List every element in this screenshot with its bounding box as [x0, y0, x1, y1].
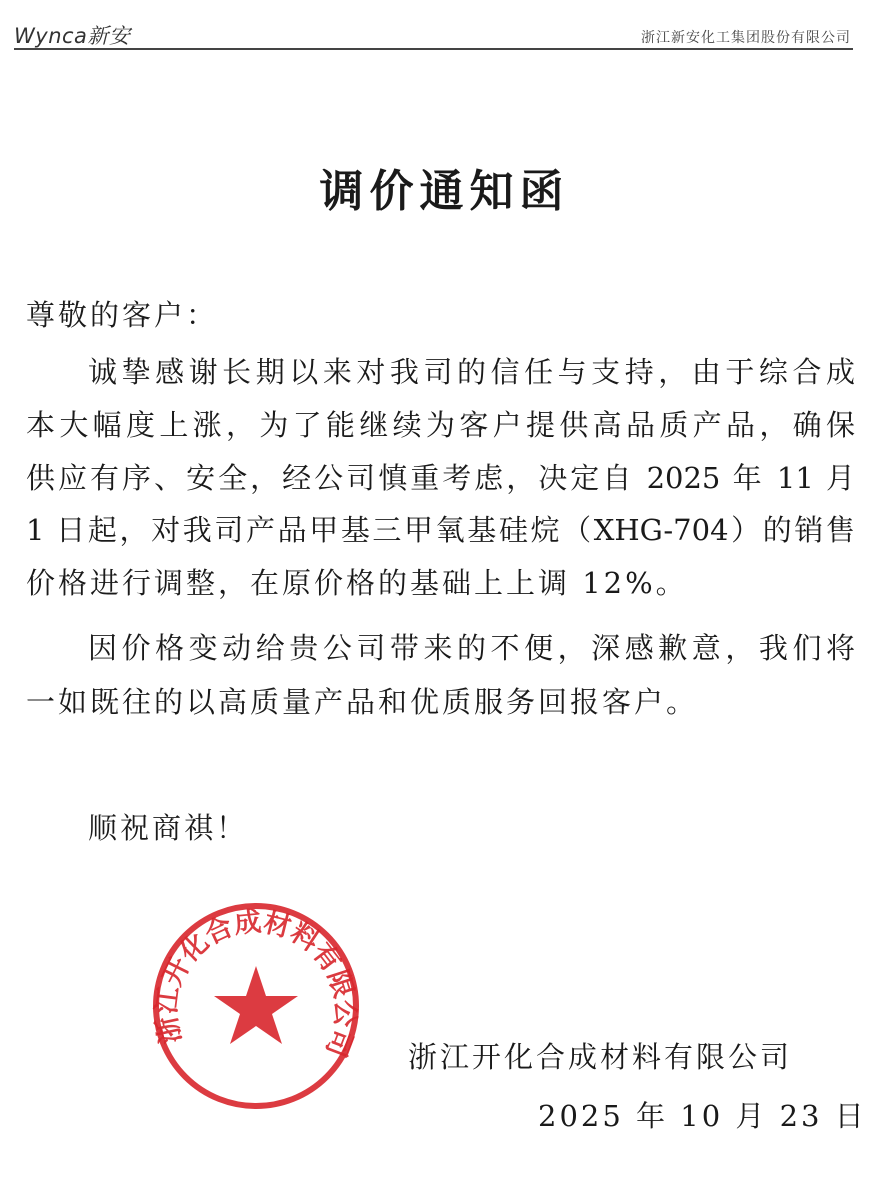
body-line: 价格进行调整，在原价格的基础上上调 12%。	[26, 566, 688, 600]
body-line: 诚挚感谢长期以来对我司的信任与支持，由于综合成	[88, 355, 855, 389]
body-line: 供应有序、安全，经公司慎重考虑，决定自 2025 年 11 月	[26, 461, 855, 495]
company-seal	[150, 900, 362, 1112]
header-divider	[14, 48, 853, 50]
document-title: 调价通知函	[319, 166, 570, 217]
wynca-logo: Wynca新安	[14, 24, 131, 48]
closing: 顺祝商祺！	[88, 811, 249, 845]
header-company: 浙江新安化工集团股份有限公司	[641, 30, 851, 46]
star-icon	[214, 966, 298, 1044]
salutation: 尊敬的客户：	[26, 298, 219, 332]
body-line: 本大幅度上涨，为了能继续为客户提供高品质产品，确保	[26, 408, 855, 442]
seal-text: 浙江开化合成材料有限公司	[151, 906, 361, 1062]
body-line: 一如既往的以高质量产品和优质服务回报客户。	[26, 685, 699, 719]
signature-company: 浙江开化合成材料有限公司	[408, 1040, 793, 1074]
body-line: 因价格变动给贵公司带来的不便，深感歉意，我们将	[88, 631, 855, 665]
body-line: 1 日起，对我司产品甲基三甲氧基硅烷（XHG-704）的销售	[26, 513, 855, 547]
signature-date: 2025 年 10 月 23 日	[538, 1099, 867, 1133]
